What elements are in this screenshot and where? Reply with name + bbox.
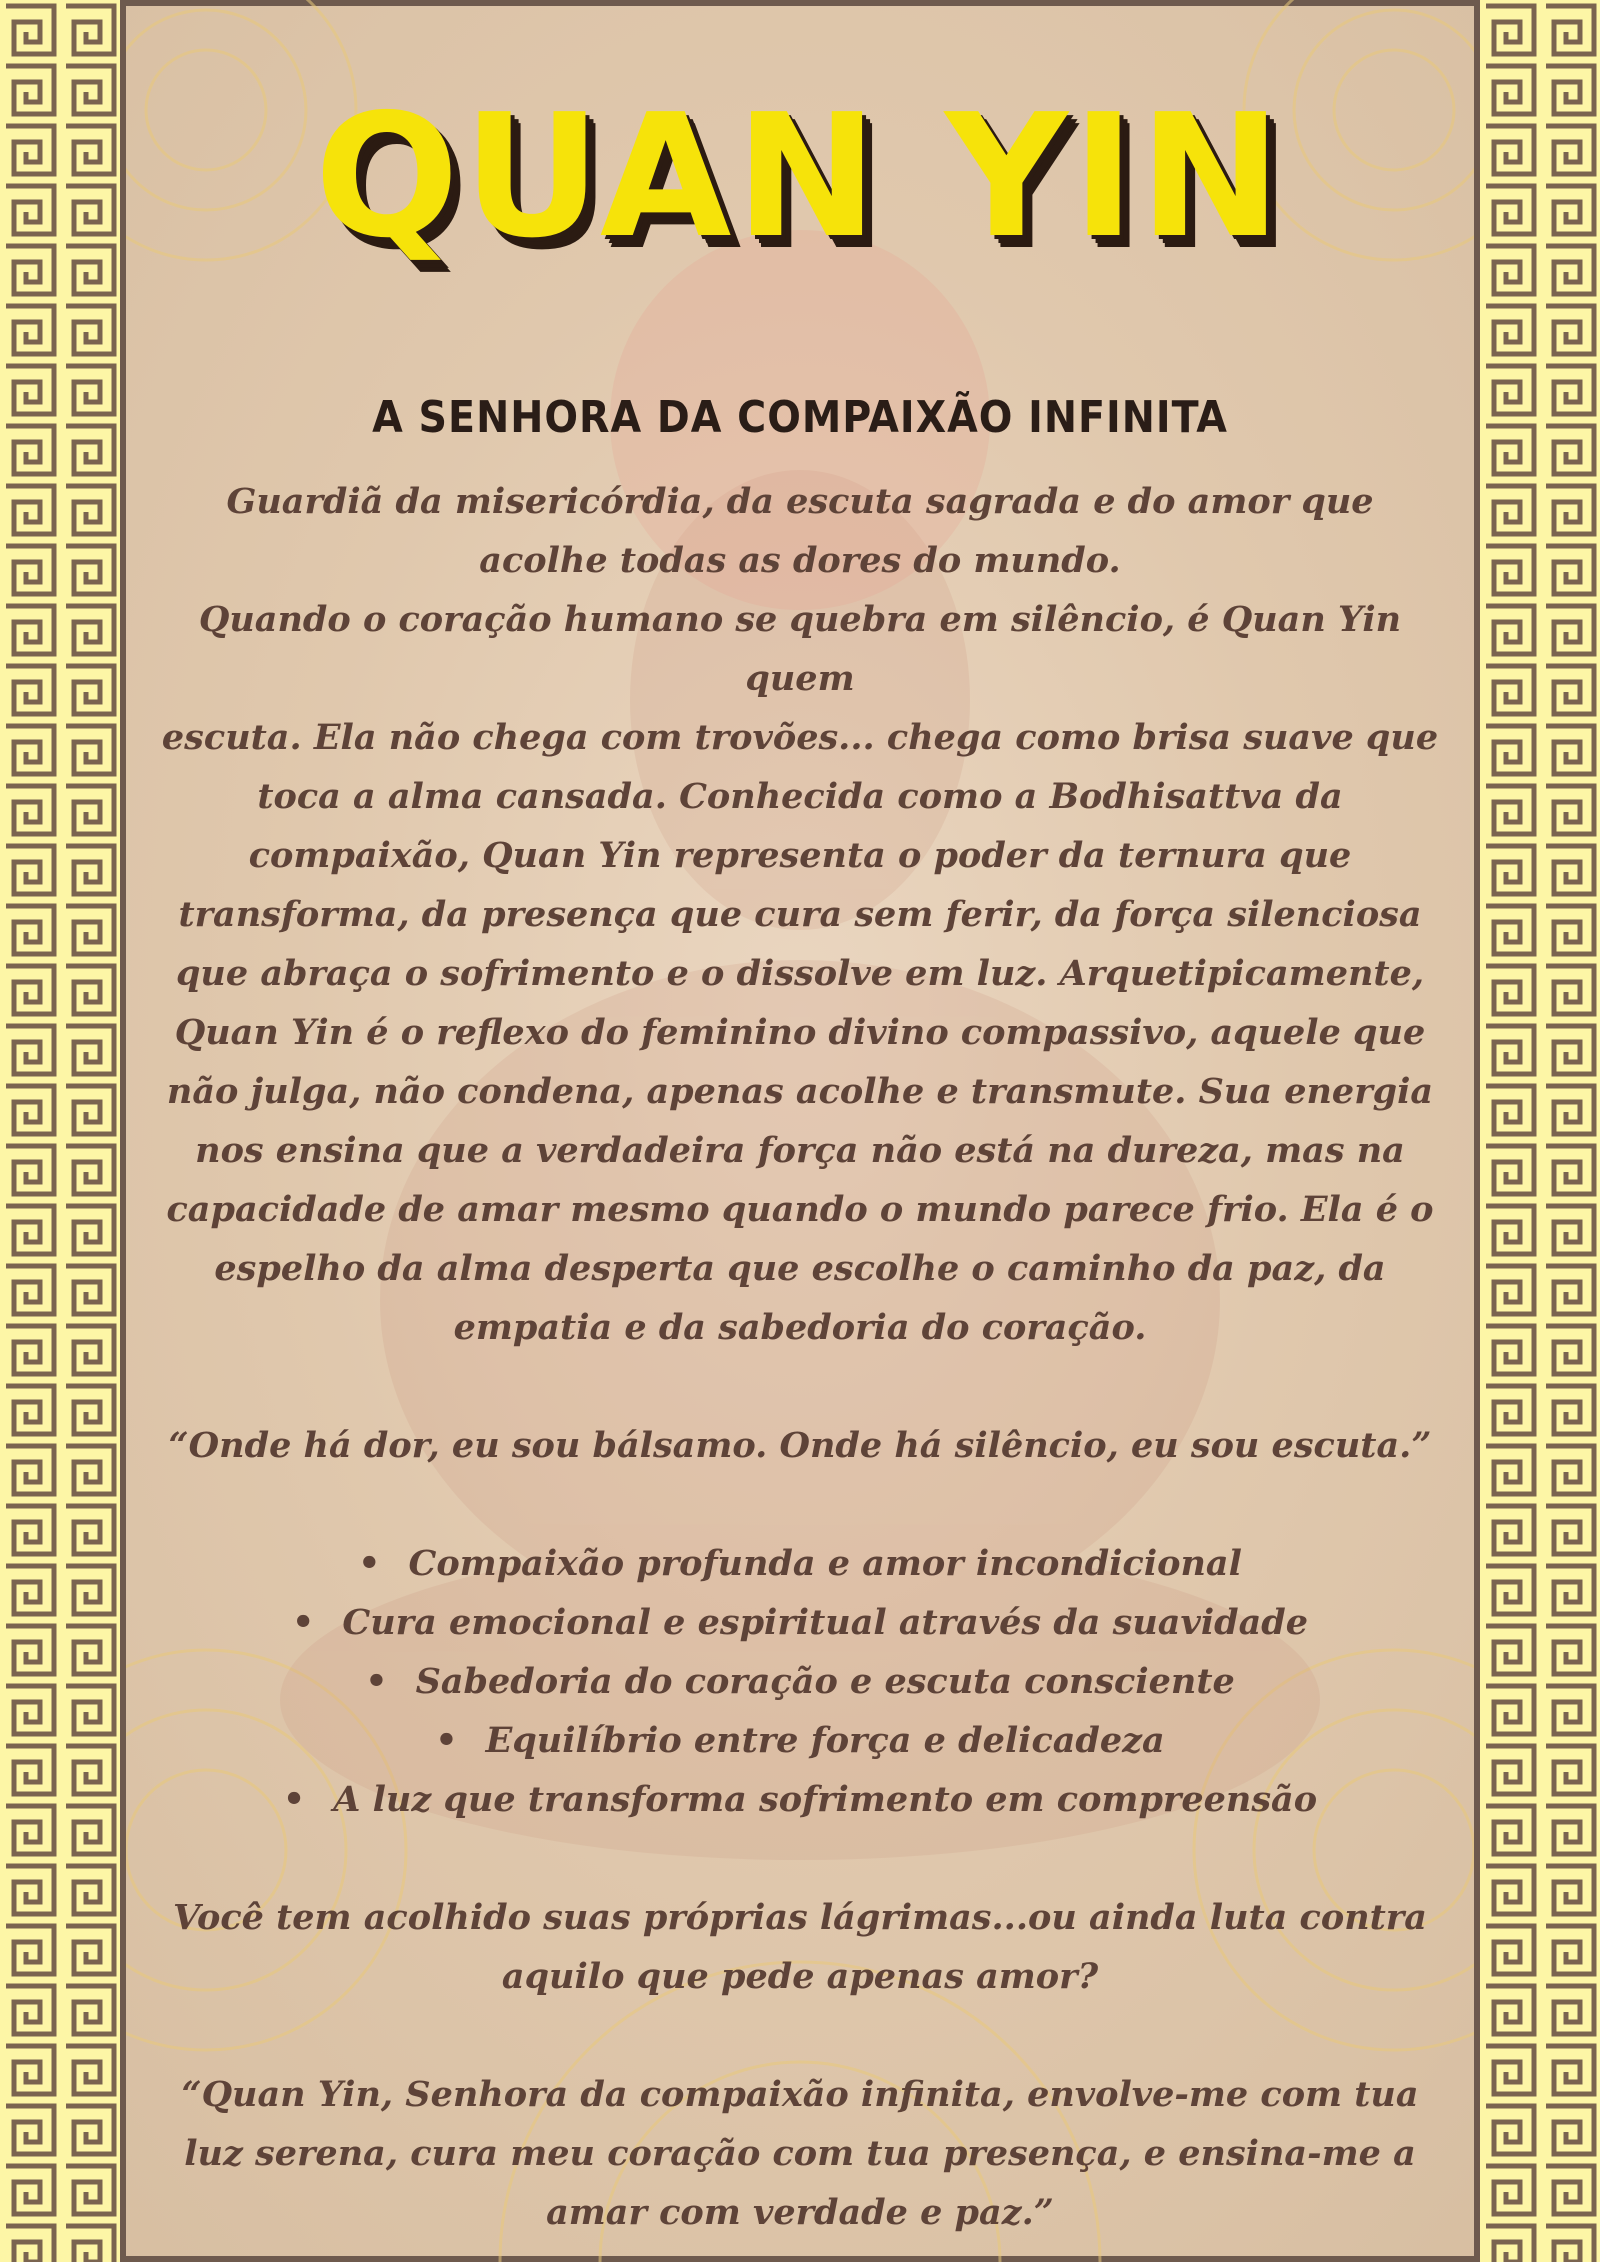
description-line: nos ensina que a verdadeira força não está na dureza, mas na — [195, 1130, 1405, 1171]
left-greek-key-border — [0, 0, 120, 2262]
bullet-icon: • — [291, 1602, 315, 1643]
description-line: escuta. Ela não chega com trovões... chega como brisa suave que — [161, 717, 1439, 758]
list-item: • Equilíbrio entre força e delicadeza — [150, 1711, 1450, 1770]
prayer-line: luz serena, cura meu coração com tua presença, e ensina-me a — [184, 2133, 1416, 2174]
bullet-icon: • — [435, 1720, 458, 1761]
bullet-icon: • — [282, 1779, 306, 1820]
description-line: toca a alma cansada. Conhecida como a Bodhisattva da — [257, 776, 1343, 817]
description-line: capacidade de amar mesmo quando o mundo parece frio. Ela é o — [166, 1189, 1434, 1230]
list-item: • Compaixão profunda e amor incondicional — [150, 1534, 1450, 1593]
greek-key-pattern-icon — [0, 0, 120, 2262]
intro-line: Guardiã da misericórdia, da escuta sagrada e do amor que — [226, 481, 1374, 522]
quote: “Onde há dor, eu sou bálsamo. Onde há silêncio, eu sou escuta.” — [168, 1425, 1432, 1466]
intro-line: acolhe todas as dores do mundo. — [479, 540, 1121, 581]
bullet-icon: • — [358, 1543, 381, 1584]
bullet-icon: • — [365, 1661, 388, 1702]
greek-key-pattern-icon — [1480, 0, 1600, 2262]
list-item: • Cura emocional e espiritual através da suavidade — [150, 1593, 1450, 1652]
question-line: aquilo que pede apenas amor? — [501, 1956, 1099, 1997]
page-title: QUAN YIN — [314, 78, 1286, 276]
description-line: empatia e da sabedoria do coração. — [453, 1307, 1147, 1348]
description-line: compaixão, Quan Yin representa o poder da ternura que — [248, 835, 1352, 876]
list-item: • Sabedoria do coração e escuta consciente — [150, 1652, 1450, 1711]
prayer-line: amar com verdade e paz.” — [546, 2192, 1054, 2233]
body-text — [150, 472, 1450, 2242]
description-line: não julga, não condena, apenas acolhe e transmute. Sua energia — [166, 1071, 1434, 1112]
list-item: • A luz que transforma sofrimento em compreensão — [150, 1770, 1450, 1829]
question-line: Você tem acolhido suas próprias lágrimas...ou ainda luta contra — [173, 1897, 1427, 1938]
description-line: Quan Yin é o reflexo do feminino divino compassivo, aquele que — [174, 1012, 1426, 1053]
prayer-line: “Quan Yin, Senhora da compaixão infinita, envolve-me com tua — [181, 2074, 1419, 2115]
description-line: Quando o coração humano se quebra em silêncio, é Quan Yin quem — [198, 599, 1402, 699]
description-line: espelho da alma desperta que escolhe o caminho da paz, da — [214, 1248, 1386, 1289]
page-subtitle: A SENHORA DA COMPAIXÃO INFINITA — [372, 392, 1228, 443]
right-greek-key-border — [1480, 0, 1600, 2262]
qualities-list — [150, 1534, 1450, 1829]
description-line: que abraça o sofrimento e o dissolve em luz. Arquetipicamente, — [175, 953, 1425, 994]
description-line: transforma, da presença que cura sem ferir, da força silenciosa — [178, 894, 1422, 935]
